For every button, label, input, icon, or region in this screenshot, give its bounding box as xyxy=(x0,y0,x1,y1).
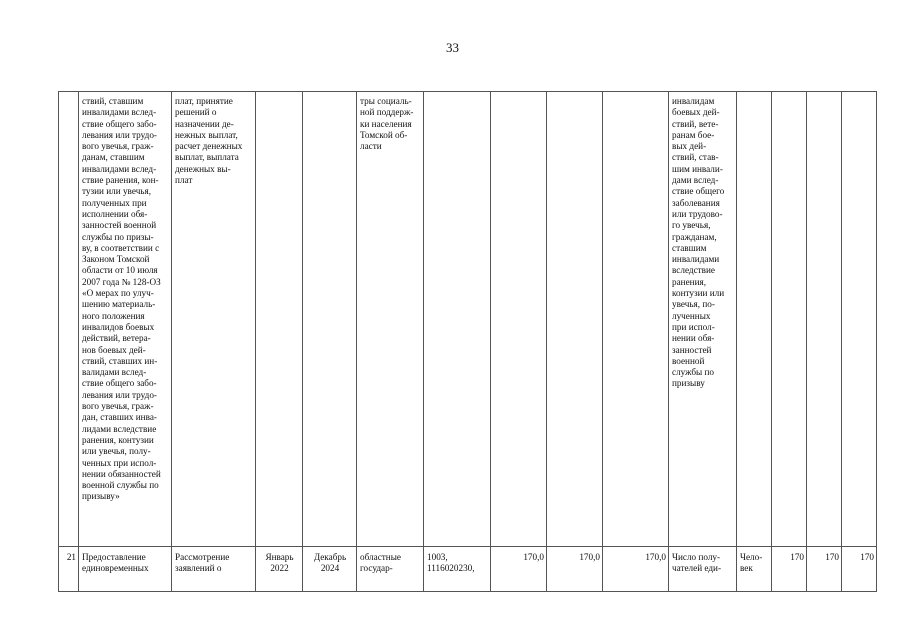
cell-budget-code: 1003, 1116020230, xyxy=(424,547,491,592)
cell-val3-empty xyxy=(842,92,877,547)
cell-unit: Чело- век xyxy=(737,547,772,592)
cell-value-3: 170 xyxy=(842,547,877,592)
cell-value-2: 170 xyxy=(807,547,842,592)
table-row-21 xyxy=(59,547,877,592)
cell-start-date: Январь 2022 xyxy=(256,547,303,592)
cell-num-empty xyxy=(59,92,79,547)
cell-action-cont: плат, принятие решений о назначении де- нежных выплат, расчет денежных выплат, выплата денежных вы- плат xyxy=(172,92,256,547)
program-table xyxy=(58,91,877,592)
cell-measure-name-cont: ствий, ставшим инвалидами вслед- ствие общего забо- левания или трудо- вого увечья, граж- данам, ставшим инвалидами вслед- ствие ранения, кон- тузии или увечья, полученных при исполнении обя- занностей военной службы по призы- ву, в соответствии с Законом Томской области от 10 июля 2007 года № 128-ОЗ «О мерах по улуч- шению материаль- ного положения инвалидов боевых действий, ветера- нов боевых дей- ствий, ставших ин- валидами вслед- ствие общего забо- левания или трудо- вого увечья, граж- дан, ставших инва- лидами вследствие ранения, контузии или увечья, полу- ченных при испол- нении обязанностей военной службы по призыву» xyxy=(79,92,172,547)
cell-executor: областные государ- xyxy=(357,547,424,592)
cell-sum3-empty xyxy=(603,92,669,547)
cell-val2-empty xyxy=(807,92,842,547)
page-number: 33 xyxy=(446,40,459,55)
cell-start-empty xyxy=(256,92,303,547)
cell-indicator-cont: инвалидам боевых дей- ствий, вете- ранам бое- вых дей- ствий, став- шим инвали- дами вслед- ствие общего заболевания или трудово- го увечья, гражданам, ставшим инвалидами вследствие ранения, контузии или увечья, по- лученных при испол- нении обя- занностей военной службы по призыву xyxy=(669,92,737,547)
table-row-continuation xyxy=(59,92,877,547)
cell-val1-empty xyxy=(772,92,807,547)
cell-code-empty xyxy=(424,92,491,547)
cell-executor-cont: тры социаль- ной поддерж- ки населения Томской об- ласти xyxy=(357,92,424,547)
cell-value-1: 170 xyxy=(772,547,807,592)
cell-end-empty xyxy=(303,92,357,547)
cell-sum-1: 170,0 xyxy=(491,547,547,592)
cell-indicator: Число полу- чателей еди- xyxy=(669,547,737,592)
cell-row-number: 21 xyxy=(59,547,79,592)
cell-measure-name: Предоставление единовременных xyxy=(79,547,172,592)
cell-sum-2: 170,0 xyxy=(547,547,603,592)
cell-sum1-empty xyxy=(491,92,547,547)
cell-sum2-empty xyxy=(547,92,603,547)
cell-action: Рассмотрение заявлений о xyxy=(172,547,256,592)
cell-end-date: Декабрь 2024 xyxy=(303,547,357,592)
cell-sum-3: 170,0 xyxy=(603,547,669,592)
cell-unit-empty xyxy=(737,92,772,547)
